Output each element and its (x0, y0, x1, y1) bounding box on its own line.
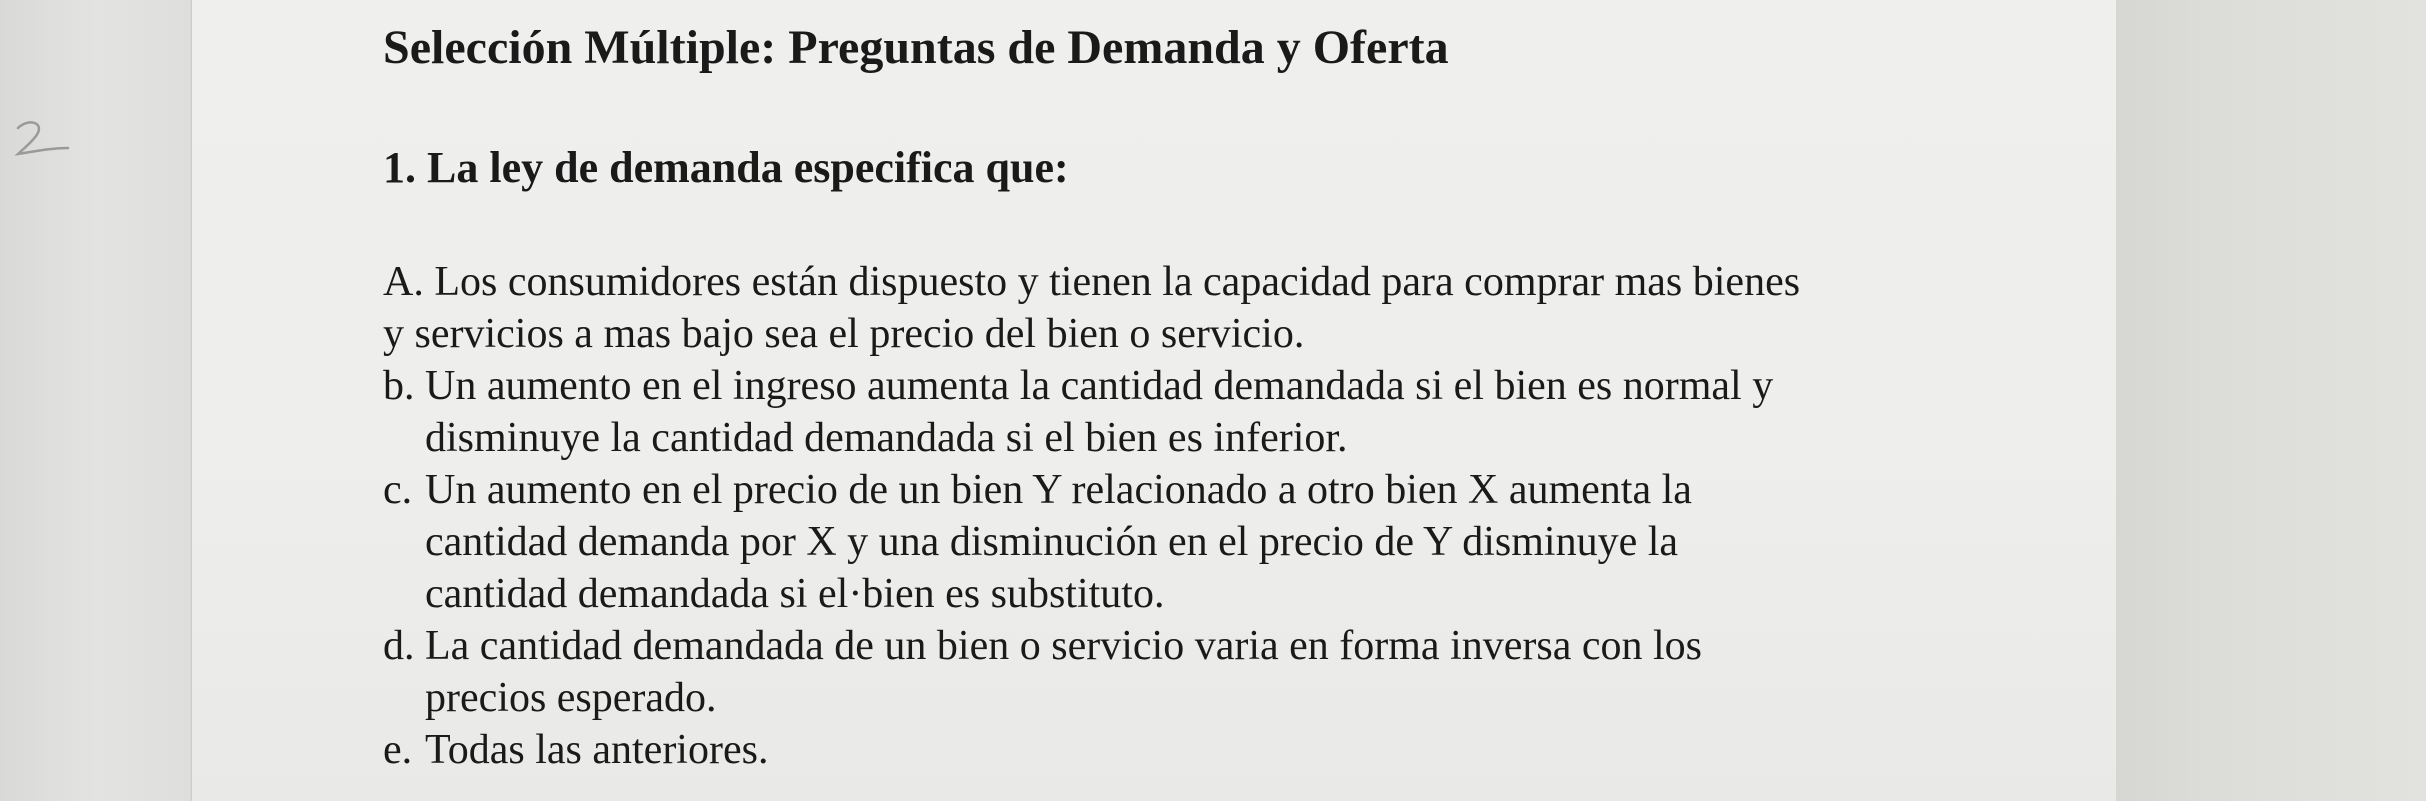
option-text: Todas las anteriores. (425, 727, 769, 773)
handwritten-margin-note (12, 118, 72, 158)
option-letter: A. (383, 259, 424, 305)
option-d (383, 620, 1825, 724)
document-content (383, 18, 1883, 776)
option-letter: c. (383, 467, 413, 513)
option-a (383, 256, 1813, 360)
option-text: La cantidad demandada de un bien o servicio varia en forma inversa con los precios esperado. (425, 623, 1703, 721)
option-letter: d. (383, 623, 415, 669)
option-text: Los consumidores están dispuesto y tienen la capacidad para comprar mas bienes y servicios a mas bajo sea el precio del bien o servicio. (383, 259, 1801, 357)
background-surface (2116, 0, 2426, 801)
option-letter: b. (383, 363, 415, 409)
document-title: Selección Múltiple: Preguntas de Demanda y Oferta (383, 21, 1449, 74)
option-text: Un aumento en el ingreso aumenta la cantidad demandada si el bien es normal y disminuye la cantidad demandada si el bien es inferior. (425, 363, 1774, 461)
option-letter: e. (383, 727, 413, 773)
option-b (383, 360, 1935, 464)
option-text: Un aumento en el precio de un bien Y relacionado a otro bien X aumenta la cantidad demanda por X y una disminución en el precio de Y disminuye la cantidad demandada si el·bien es substituto. (425, 467, 1692, 617)
question-stem: 1. La ley de demanda especifica que: (383, 143, 1069, 192)
option-e (383, 724, 1825, 776)
option-c (383, 464, 1820, 620)
answer-options (383, 256, 1883, 776)
